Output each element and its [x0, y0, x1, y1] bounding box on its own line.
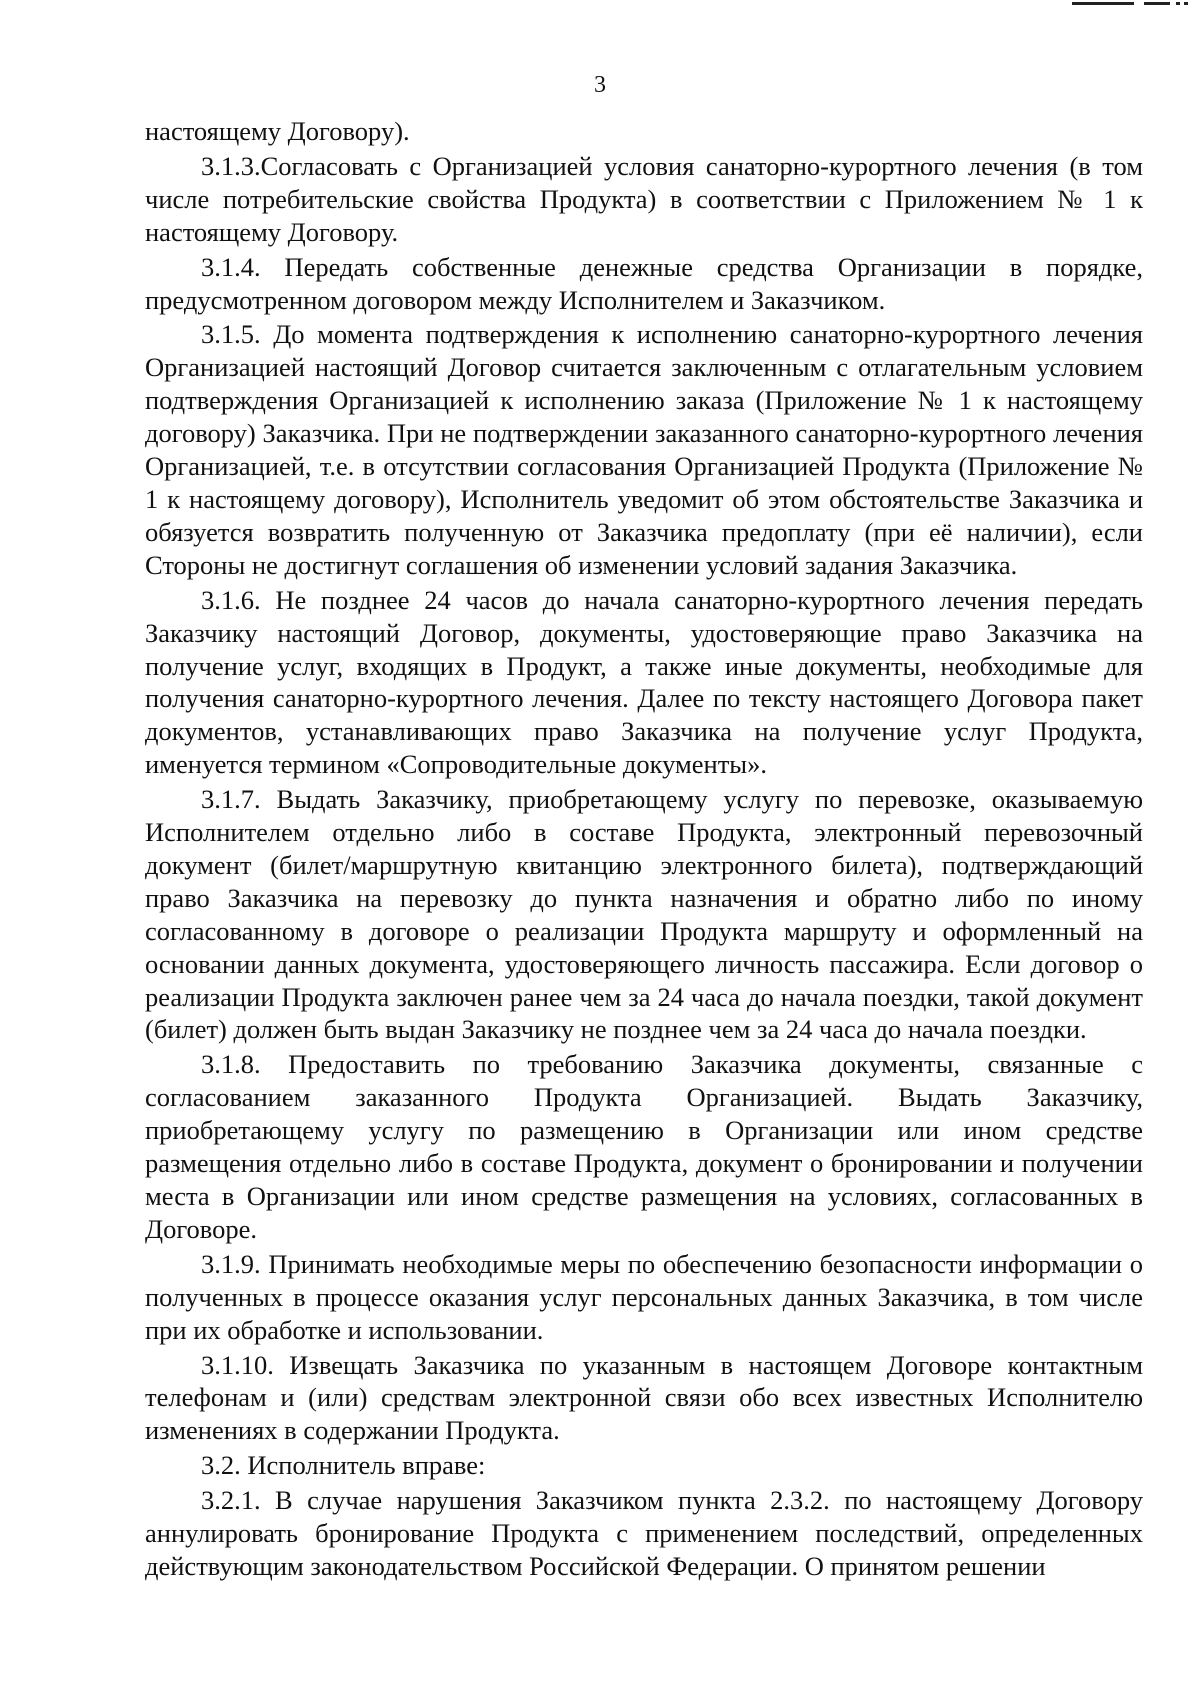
paragraph-3-1-8: 3.1.8. Предоставить по требованию Заказчика документы, связанные с согласованием заказанного Продукта Организацией. Выдать Заказчику, приобретающему услугу по размещению в Организации или ином средстве размещения отдельно либо в составе Продукта, документ о бронировании и получении места в Организации или ином средстве размещения на условиях, согласованных в Договоре. — [145, 1049, 1143, 1244]
document-body — [145, 115, 1143, 1583]
paragraph-3-1-10: 3.1.10. Извещать Заказчика по указанным в настоящем Договоре контактным телефонам и (или) средствам электронной связи обо всех известных Исполнителю изменениях в содержании Продукта. — [145, 1349, 1143, 1446]
page-number: 3 — [594, 72, 606, 98]
paragraph-3-1-7: 3.1.7. Выдать Заказчику, приобретающему услугу по перевозке, оказываемую Исполнителем отдельно либо в составе Продукта, электронный перевозочный документ (билет/маршрутную квитанцию электронного билета), подтверждающий право Заказчика на перевозку до пункта назначения и обратно либо по иному согласованному в договоре о реализации Продукта маршруту и оформленный на основании данных документа, удостоверяющего личность пассажира. Если договор о реализации Продукта заключен ранее чем за 24 часа до начала поездки, такой документ (билет) должен быть выдан Заказчику не позднее чем за 24 часа до начала поездки. — [145, 784, 1143, 1045]
paragraph-3-2: 3.2. Исполнитель вправе: — [201, 1450, 486, 1481]
paragraph-3-1-3: 3.1.3.Согласовать с Организацией условия санаторно-курортного лечения (в том числе потребительские свойства Продукта) в соответствии с Приложением № 1 к настоящему Договору. — [145, 150, 1143, 247]
paragraph-3-1-5: 3.1.5. До момента подтверждения к исполнению санаторно-курортного лечения Организацией настоящий Договор считается заключенным с отлагательным условием подтверждения Организацией к исполнению заказа (Приложение № 1 к настоящему договору) Заказчика. При не подтверждении заказанного санаторно-курортного лечения Организацией, т.е. в отсутствии согласования Организацией Продукта (Приложение № 1 к настоящему договору), Исполнитель уведомит об этом обстоятельстве Заказчика и обязуется возвратить полученную от Заказчика предоплату (при её наличии), если Стороны не достигнут соглашения об изменении условий задания Заказчика. — [145, 319, 1143, 580]
paragraph-3-1-9: 3.1.9. Принимать необходимые меры по обеспечению безопасности информации о полученных в процессе оказания услуг персональных данных Заказчика, в том числе при их обработке и использовании. — [145, 1248, 1143, 1345]
paragraph-3-2-1: 3.2.1. В случае нарушения Заказчиком пункта 2.3.2. по настоящему Договору аннулировать бронирование Продукта с применением последствий, определенных действующим законодательством Российской Федерации. О принятом решении — [145, 1485, 1143, 1581]
paragraph-3-1-6: 3.1.6. Не позднее 24 часов до начала санаторно-курортного лечения передать Заказчику настоящий Договор, документы, удостоверяющие право Заказчика на получение услуг, входящих в Продукт, а также иные документы, необходимые для получения санаторно-курортного лечения. Далее по тексту настоящего Договора пакет документов, устанавливающих право Заказчика на получение услуг Продукта, именуется термином «Сопроводительные документы». — [145, 584, 1143, 780]
paragraph-3-1-4: 3.1.4. Передать собственные денежные средства Организации в порядке, предусмотренном договором между Исполнителем и Заказчиком. — [145, 251, 1143, 315]
paragraph-continuation: настоящему Договору). — [145, 116, 410, 146]
scan-edge-mark — [1072, 2, 1192, 6]
